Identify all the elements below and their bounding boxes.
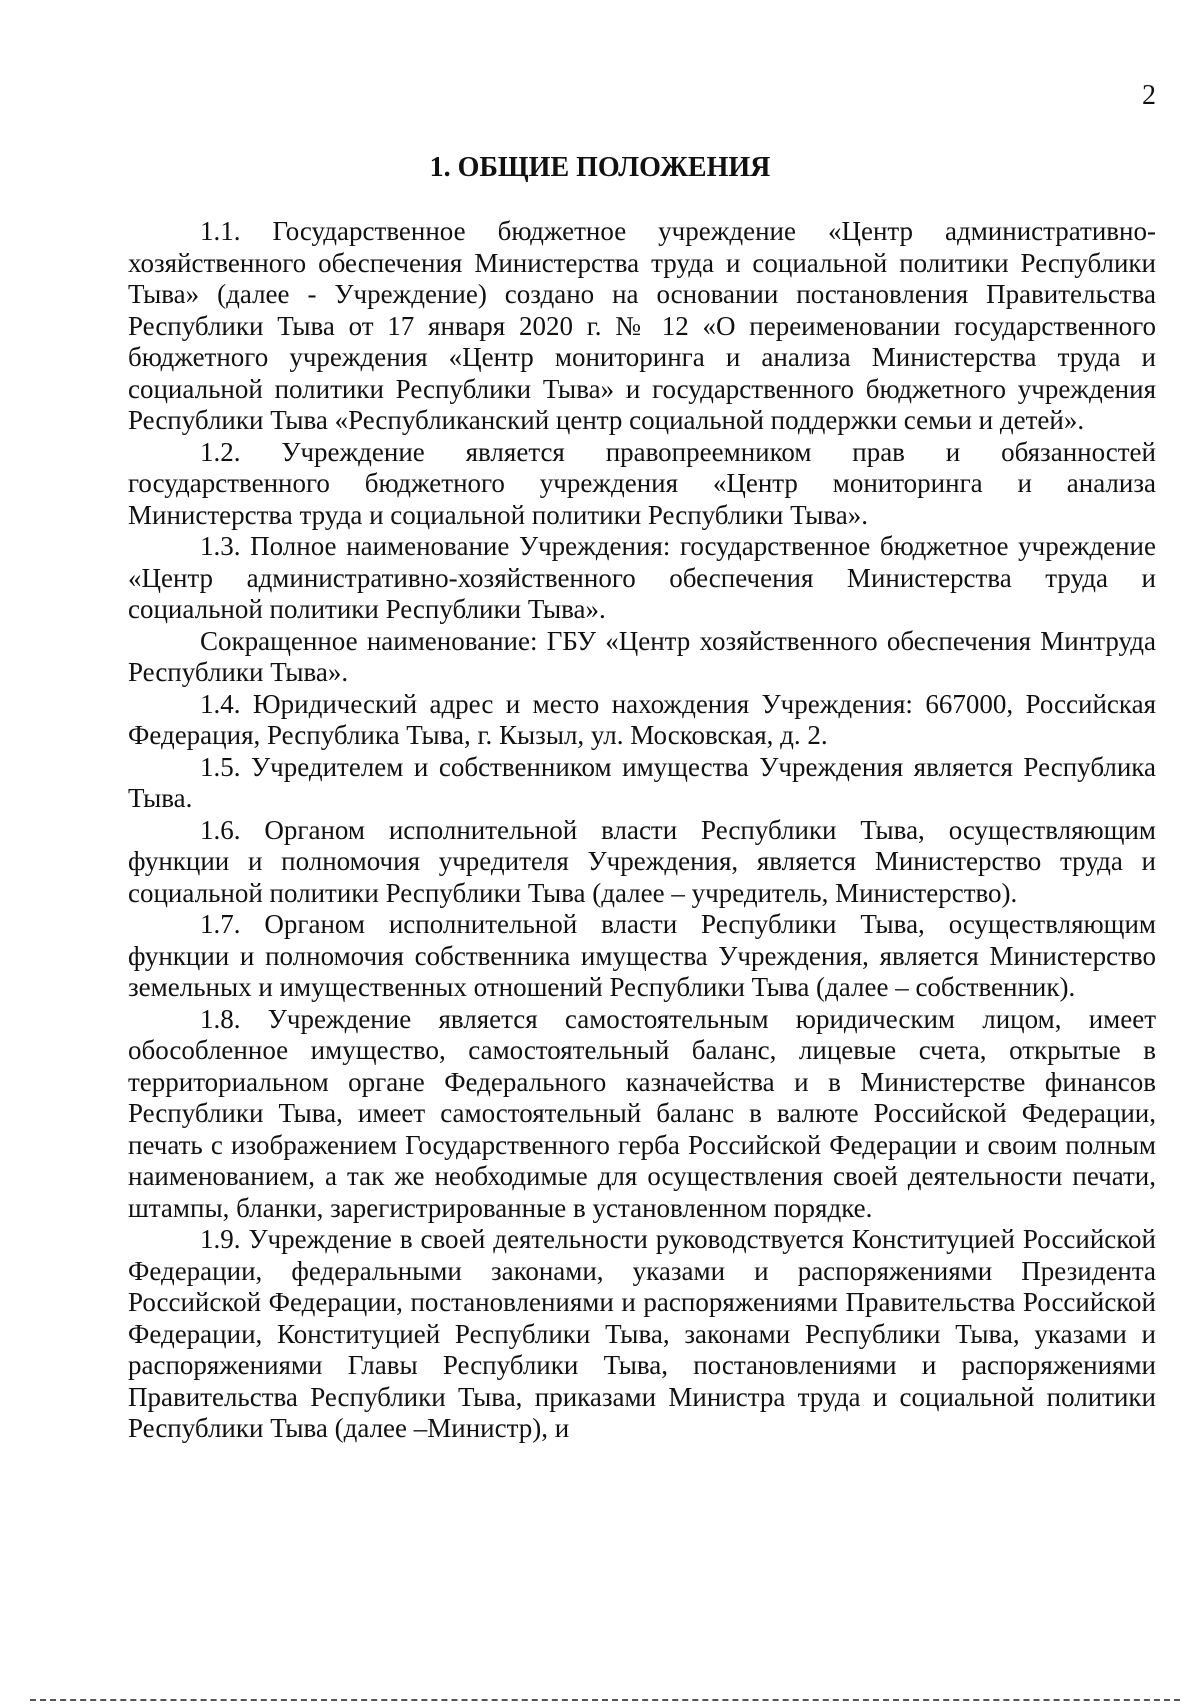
paragraph-1-1: 1.1. Государственное бюджетное учреждение «Центр административно-хозяйственного обеспечения Министерства труда и социальной политики Республики Тыва» (далее - Учреждение) создано на основании постановления Правительства Республики Тыва от 17 января 2020 г. № 12 «О переименовании государственного бюджетного учреждения «Центр мониторинга и анализа Министерства труда и социальной политики Республики Тыва» и государственного бюджетного учреждения Республики Тыва «Республиканский центр социальной поддержки семьи и детей». <box>128 216 1156 435</box>
paragraph-1-8: 1.8. Учреждение является самостоятельным юридическим лицом, имеет обособленное имущество, самостоятельный баланс, лицевые счета, открытые в территориальном органе Федерального казначейства и в Министерстве финансов Республики Тыва, имеет самостоятельный баланс в валюте Российской Федерации, печать с изображением Государственного герба Российской Федерации и своим полным наименованием, а так же необходимые для осуществления своей деятельности печати, штампы, бланки, зарегистрированные в установленном порядке. <box>128 1003 1156 1223</box>
paragraph-1-4: 1.4. Юридический адрес и место нахождения Учреждения: 667000, Российская Федерация, Республика Тыва, г. Кызыл, ул. Московская, д. 2. <box>128 688 1156 750</box>
paragraph-1-9: 1.9. Учреждение в своей деятельности руководствуется Конституцией Российской Федерации, федеральными законами, указами и распоряжениями Президента Российской Федерации, постановлениями и распоряжениями Правительства Российской Федерации, Конституцией Республики Тыва, законами Республики Тыва, указами и распоряжениями Главы Республики Тыва, постановлениями и распоряжениями Правительства Республики Тыва, приказами Министра труда и социальной политики Республики Тыва (далее –Министр), и <box>128 1224 1156 1443</box>
document-body <box>128 216 1156 1445</box>
paragraph-1-2: 1.2. Учреждение является правопреемником прав и обязанностей государственного бюджетного учреждения «Центр мониторинга и анализа Министерства труда и социальной политики Республики Тыва». <box>128 436 1156 530</box>
paragraph-1-6: 1.6. Органом исполнительной власти Республики Тыва, осуществляющим функции и полномочия учредителя Учреждения, является Министерство труда и социальной политики Республики Тыва (далее – учредитель, Министерство). <box>128 814 1156 908</box>
paragraph-1-7: 1.7. Органом исполнительной власти Республики Тыва, осуществляющим функции и полномочия собственника имущества Учреждения, является Министерство земельных и имущественных отношений Республики Тыва (далее – собственник). <box>128 909 1156 1002</box>
scan-edge-divider <box>30 1699 1180 1701</box>
paragraph-short-name: Сокращенное наименование: ГБУ «Центр хозяйственного обеспечения Минтруда Республики Тыва». <box>128 625 1156 687</box>
paragraph-1-3: 1.3. Полное наименование Учреждения: государственное бюджетное учреждение «Центр административно-хозяйственного обеспечения Министерства труда и социальной политики Республики Тыва». <box>128 531 1156 624</box>
paragraph-1-5: 1.5. Учредителем и собственником имущества Учреждения является Республика Тыва. <box>128 751 1156 813</box>
section-heading: 1. ОБЩИЕ ПОЛОЖЕНИЯ <box>429 152 771 183</box>
page-number: 2 <box>1142 80 1156 111</box>
